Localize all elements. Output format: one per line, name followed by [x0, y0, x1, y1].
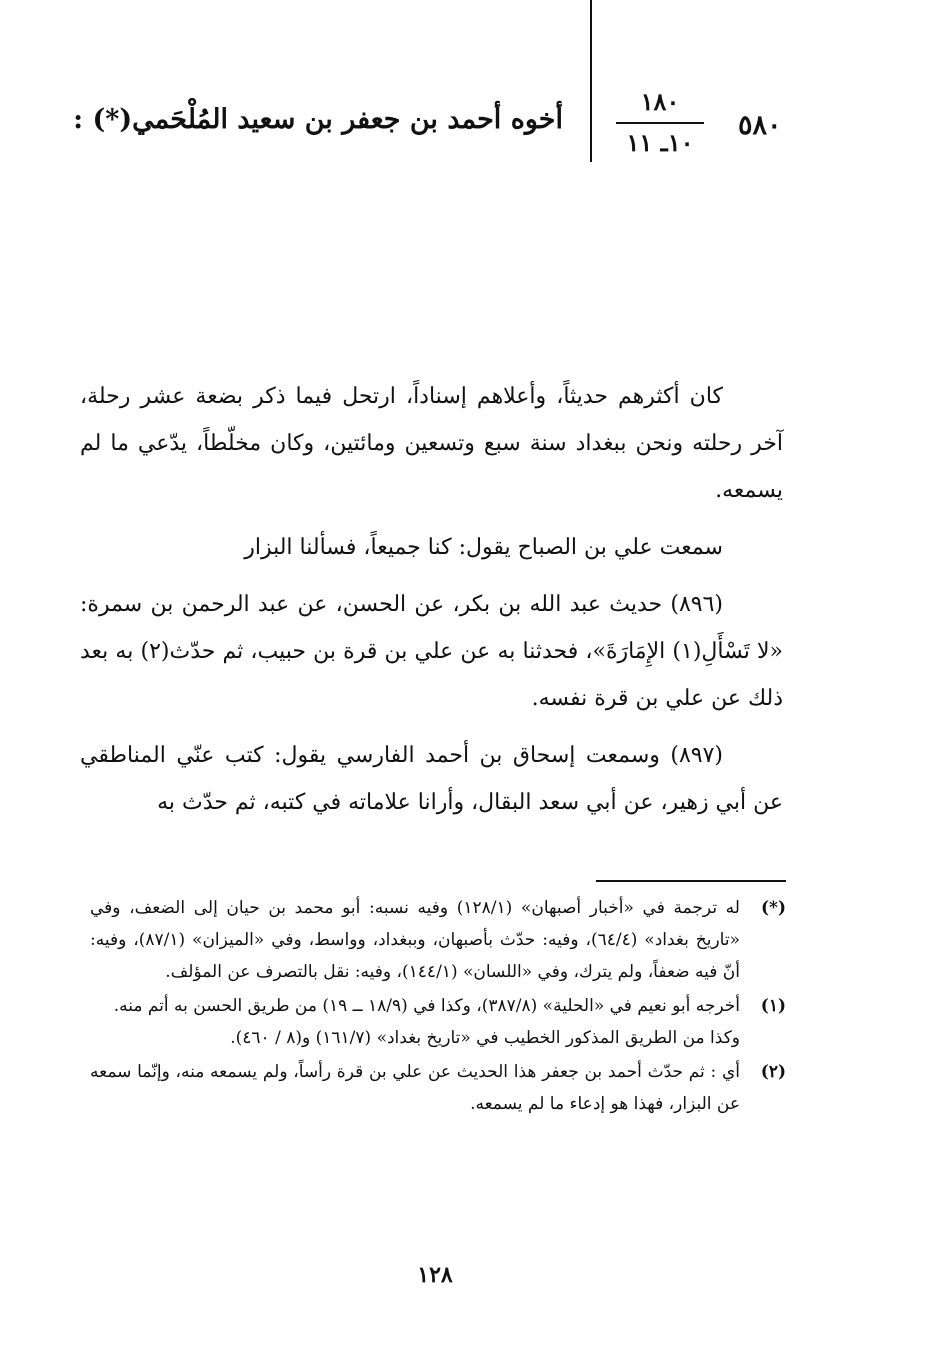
footnote-text [90, 1056, 740, 1120]
paragraph: (٨٩٦) حديث عبد الله بن بكر، عن الحسن، عن عبد الرحمن بن سمرة: «لا تَسْأَلِ(١) الإِمَارَةَ»، فحدثنا به عن علي بن قرة بن حبيب، ثم حدّث(٢) به بعد ذلك عن علي بن قرة نفسه. [80, 592, 783, 711]
main-text [80, 373, 783, 836]
volume-page-reference [612, 86, 708, 158]
page-number: ١٢٨ [417, 1262, 453, 1288]
footnote [90, 892, 786, 988]
footnote-line: له ترجمة في «أخبار أصبهان» (١٢٨/١) وفيه نسبه: أبو محمد بن حيان إلى الضعف، وفي «تاريخ بغداد» (٦٤/٤)، وفيه: حدّث بأصبهان، وببغداد، وواسط، وفي «الميزان» (٨٧/١)، وفيه: أنّ فيه ضعفاً، ولم يترك، وفي «اللسان» (١٤٤/١)، وفيه: نقل بالتصرف عن المؤلف. [90, 898, 740, 982]
footnote-text [90, 892, 740, 988]
footnote-marker: (٢) [760, 1062, 786, 1082]
footnote-line: أخرجه أبو نعيم في «الحلية» (٣٨٧/٨)، وكذا في (١٨/٩ ــ ١٩) من طريق الحسن به أتم منه. [113, 996, 740, 1016]
reference-bottom: ١٠ـ ١١ [626, 128, 694, 157]
paragraph: كان أكثرهم حديثاً، وأعلاهم إسناداً، ارتحل فيما ذكر بضعة عشر رحلة، آخر رحلته ونحن ببغداد سنة سبع وتسعين ومائتين، وكان مخلّطاً، يدّعي ما لم يسمعه. [80, 384, 783, 503]
header-vertical-rule [590, 0, 592, 162]
reference-top: ١٨٠ [640, 87, 680, 116]
footnote [90, 990, 786, 1054]
footnote-text [90, 990, 740, 1054]
paragraph: (٨٩٧) وسمعت إسحاق بن أحمد الفارسي يقول: كتب عنّي المناطقي عن أبي زهير، عن أبي سعد البقال، وأرانا علاماته في كتبه، ثم حدّث به [80, 743, 783, 815]
footnote-separator [596, 880, 786, 882]
footnote [90, 1056, 786, 1120]
footnote-line: أي : ثم حدّث أحمد بن جعفر هذا الحديث عن علي بن قرة رأساً، ولم يسمعه منه، وإنّما سمعه عن البزار، فهذا هو إدعاء ما لم يسمعه. [90, 1062, 740, 1114]
footnote-line: وكذا من الطريق المذكور الخطيب في «تاريخ بغداد» (١٦١/٧) و(٨ / ٤٦٠). [230, 1028, 740, 1048]
footnote-marker: (١) [760, 996, 786, 1016]
entry-number: ٥٨٠ [738, 110, 782, 141]
paragraph: سمعت علي بن الصباح يقول: كنا جميعاً، فسألنا البزار [244, 535, 723, 560]
footnotes [90, 892, 786, 1122]
entry-title: أخوه أحمد بن جعفر بن سعيد المُلْحَمي(*) : [73, 104, 563, 135]
footnote-marker: (*) [761, 898, 786, 918]
fraction-bar [616, 122, 704, 124]
